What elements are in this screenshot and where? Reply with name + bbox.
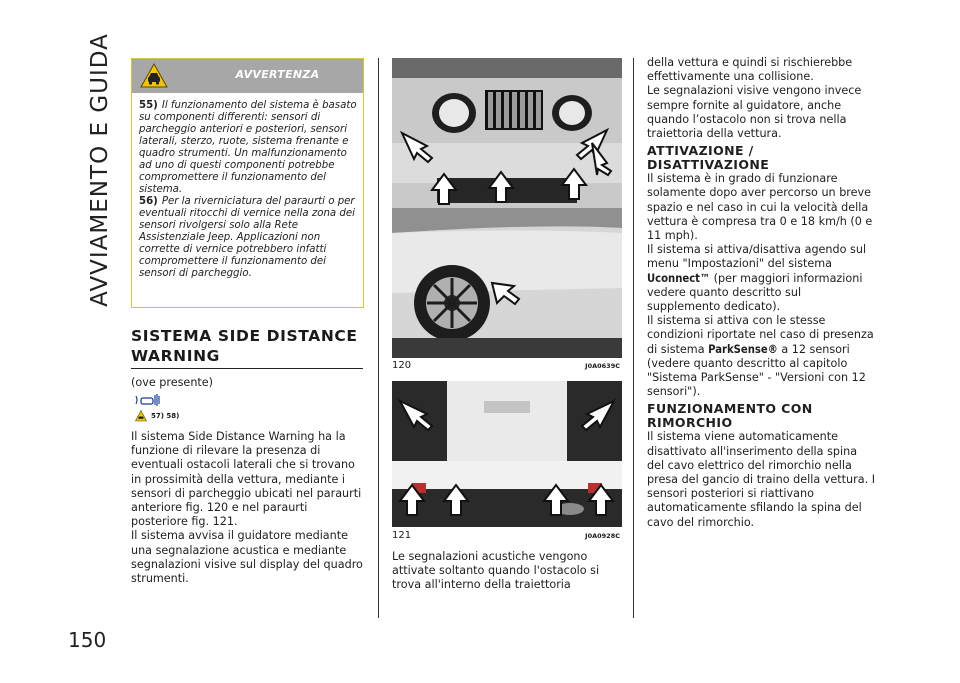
uconnect-term: Uconnect™: [647, 271, 711, 285]
paragraph: Il sistema avvisa il guidatore mediante una segnalazione acustica e mediante segnalazioni visive sul display del quadro strumenti.: [131, 529, 363, 586]
warning-item-number: 56): [139, 196, 158, 207]
paragraph: della vettura e quindi si rischierebbe effettivamente una collisione.: [647, 56, 853, 84]
paragraph: [647, 243, 877, 314]
page-number: 150: [68, 628, 107, 652]
figure-code: J0A0639C: [585, 362, 620, 370]
rear-bumper-photo: [392, 381, 622, 527]
warning-item: [139, 196, 357, 280]
side-distance-symbol-icon: [135, 393, 161, 407]
section-availability: [131, 376, 363, 390]
paragraph: Le segnalazioni acustiche vengono attivate soltanto quando l'ostacolo si trova all'interno della traiettoria: [392, 550, 600, 592]
column-3: [647, 56, 877, 530]
figure-number: 120: [392, 360, 412, 371]
figure-121-image: [392, 381, 622, 527]
car-warning-small-icon: [135, 410, 147, 422]
text-run: (per maggiori informazioni vedere quanto descritto sul supplemento dedicato).: [647, 271, 863, 314]
warning-header: [132, 59, 363, 93]
warning-ref-numbers: 57) 58): [151, 412, 180, 420]
paragraph: Il sistema è in grado di funzionare solamente dopo aver percorso un breve spazio e nel caso in cui la velocità della vettura è compresa tra 0 e 18 km/h (0 e 11 mph).: [647, 172, 873, 243]
warning-refs: [135, 410, 179, 422]
warning-item-number: 55): [139, 100, 158, 111]
section-title: SISTEMA SIDE DISTANCE WARNING: [131, 326, 363, 369]
text-run: a 12 sensori (vedere quanto descritto al capitolo "Sistema ParkSense" - "Versioni con 12 sensori").: [647, 342, 866, 399]
paragraph: Le segnalazioni visive vengono invece sempre fornite al guidatore, anche quando l’ostacolo non si trova nella traiettoria della vettura.: [647, 84, 862, 141]
availability-note: (ove presente): [131, 376, 214, 389]
warning-item-text: Il funzionamento del sistema è basato su componenti differenti: sensori di parcheggio anteriori e posteriori, sensori laterali, sterzo, ruote, sistema frenante e quadro strumenti. Un malfunzionamento ad uno di questi componenti potrebbe compromettere il funzionamento del sistema.: [139, 100, 357, 195]
figure-120-image: [392, 58, 622, 358]
warning-box: [131, 58, 364, 308]
figure-number: 121: [392, 530, 412, 541]
section-body: [131, 430, 363, 586]
column-divider: [633, 58, 634, 618]
figure-code: J0A0928C: [585, 532, 620, 540]
paragraph: Il sistema Side Distance Warning ha la funzione di rilevare la presenza di eventuali ostacoli laterali che si trovano in prossimità della vettura, mediante i sensori di parcheggio ubicati nel paraurti anteriore fig. 120 e nel paraurti posteriore fig. 121.: [131, 430, 362, 529]
parksense-term: ParkSense®: [708, 342, 778, 356]
column-divider: [378, 58, 379, 618]
paragraph: [647, 314, 877, 399]
warning-body: [132, 93, 363, 280]
subsection-title-trailer: FUNZIONAMENTO CON RIMORCHIO: [647, 401, 813, 431]
warning-title: AVVERTENZA: [235, 68, 320, 81]
chapter-title-text: AVVIAMENTO E GUIDA: [87, 33, 113, 307]
warning-item-text: Per la riverniciatura del paraurti o per eventuali ritocchi di vernice nella zona dei sensori rivolgersi solo alla Rete Assistenziale Jeep. Applicazioni non corrette di vernice potrebbero infatti compromettere il funzionamento dei sensori di parcheggio.: [139, 196, 355, 279]
col2-paragraph: [392, 550, 622, 593]
text-run: Il sistema si attiva con le stesse condizioni riportate nel caso di presenza di sistema: [647, 314, 874, 356]
figure-121-caption: [392, 530, 622, 541]
chapter-title: [70, 33, 130, 307]
car-warning-icon: [140, 62, 168, 90]
paragraph: Il sistema viene automaticamente disattivato all'inserimento della spina del cavo elettrico del rimorchio nella presa del gancio di traino della vettura. I sensori posteriori si riattivano automaticamente sfilando la spina del cavo del rimorchio.: [647, 430, 875, 529]
warning-item: [139, 100, 357, 196]
system-symbol: [135, 392, 161, 411]
front-bumper-photo: [392, 58, 622, 358]
figure-120-caption: [392, 360, 622, 371]
text-run: Il sistema si attiva/disattiva agendo sul menu "Impostazioni" del sistema: [647, 243, 867, 271]
subsection-title-activation: ATTIVAZIONE / DISATTIVAZIONE: [647, 143, 770, 173]
